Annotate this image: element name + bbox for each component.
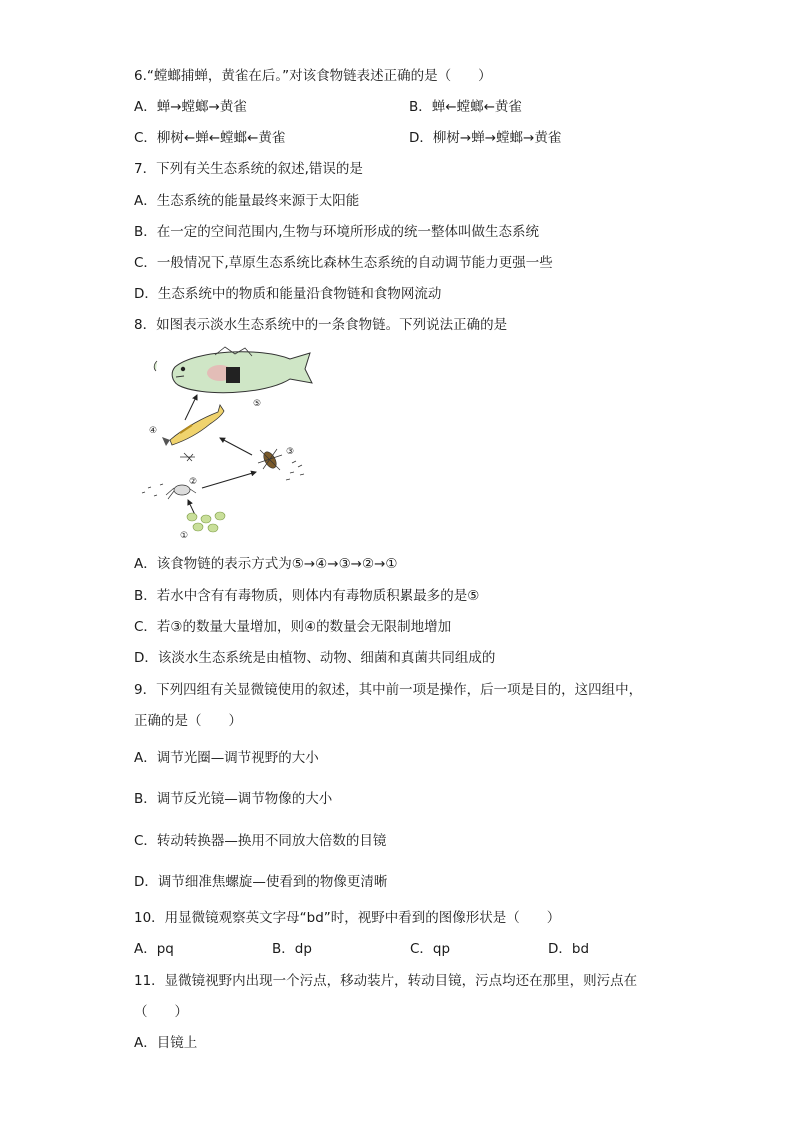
q11-stem-line1: 11．显微镜视野内出现一个污点，移动装片，转动目镜，污点均还在那里，则污点在 <box>134 973 638 989</box>
q8-option-a: A．该食物链的表示方式为⑤→④→③→②→① <box>134 556 398 572</box>
algae-icon <box>187 512 225 532</box>
q9-option-b: B．调节反光镜—调节物像的大小 <box>134 791 333 807</box>
q6-option-d: D．柳树→蝉→螳螂→黄雀 <box>409 130 562 146</box>
zooplankton-icon <box>166 485 196 499</box>
q7-option-d: D．生态系统中的物质和能量沿食物链和食物网流动 <box>134 286 442 302</box>
food-chain-illustration <box>140 345 315 540</box>
q8-option-c: C．若③的数量大量增加，则④的数量会无限制地增加 <box>134 619 452 635</box>
q7-option-c: C．一般情况下,草原生态系统比森林生态系统的自动调节能力更强一些 <box>134 255 553 271</box>
q6-option-c: C．柳树←蝉←螳螂←黄雀 <box>134 130 286 146</box>
q10-option-d: D．bd <box>548 941 590 957</box>
aquatic-insect-icon <box>258 449 282 470</box>
q9-stem-line2: 正确的是（ ） <box>134 713 242 729</box>
q11-stem-line2: （ ） <box>134 1004 188 1020</box>
figure-label-4: ④ <box>149 426 158 436</box>
q6-option-b: B．蝉←螳螂←黄雀 <box>409 99 522 115</box>
q10-stem: 10．用显微镜观察英文字母“bd”时，视野中看到的图像形状是（ ） <box>134 910 561 926</box>
food-chain-figure <box>140 345 315 540</box>
q10-option-a: A．pq <box>134 941 174 957</box>
q10-option-c: C．qp <box>410 941 451 957</box>
large-fish-icon <box>154 347 312 393</box>
q11-option-a: A．目镜上 <box>134 1035 198 1051</box>
q6-stem: 6.“螳螂捕蝉，黄雀在后。”对该食物链表述正确的是（ ） <box>134 68 492 84</box>
q9-option-a: A．调节光圈—调节视野的大小 <box>134 750 319 766</box>
q7-option-a: A．生态系统的能量最终来源于太阳能 <box>134 193 360 209</box>
figure-label-2: ② <box>189 477 198 487</box>
q9-stem-line1: 9．下列四组有关显微镜使用的叙述，其中前一项是操作，后一项是目的，这四组中， <box>134 682 643 698</box>
figure-label-3: ③ <box>286 447 295 457</box>
figure-label-1: ① <box>180 531 189 540</box>
q10-option-b: B．dp <box>272 941 312 957</box>
q7-option-b: B．在一定的空间范围内,生物与环境所形成的统一整体叫做生态系统 <box>134 224 540 240</box>
q8-option-b: B．若水中含有有毒物质，则体内有毒物质积累最多的是⑤ <box>134 588 480 604</box>
q6-option-a: A．蝉→螳螂→黄雀 <box>134 99 247 115</box>
q7-stem: 7．下列有关生态系统的叙述,错误的是 <box>134 161 363 177</box>
small-fish-icon <box>162 405 224 446</box>
q8-stem: 8．如图表示淡水生态系统中的一条食物链。下列说法正确的是 <box>134 317 508 333</box>
q8-option-d: D．该淡水生态系统是由植物、动物、细菌和真菌共同组成的 <box>134 650 496 666</box>
figure-label-5: ⑤ <box>253 399 262 409</box>
q9-option-d: D．调节细准焦螺旋—使看到的物像更清晰 <box>134 874 388 890</box>
q9-option-c: C．转动转换器—换用不同放大倍数的目镜 <box>134 833 387 849</box>
